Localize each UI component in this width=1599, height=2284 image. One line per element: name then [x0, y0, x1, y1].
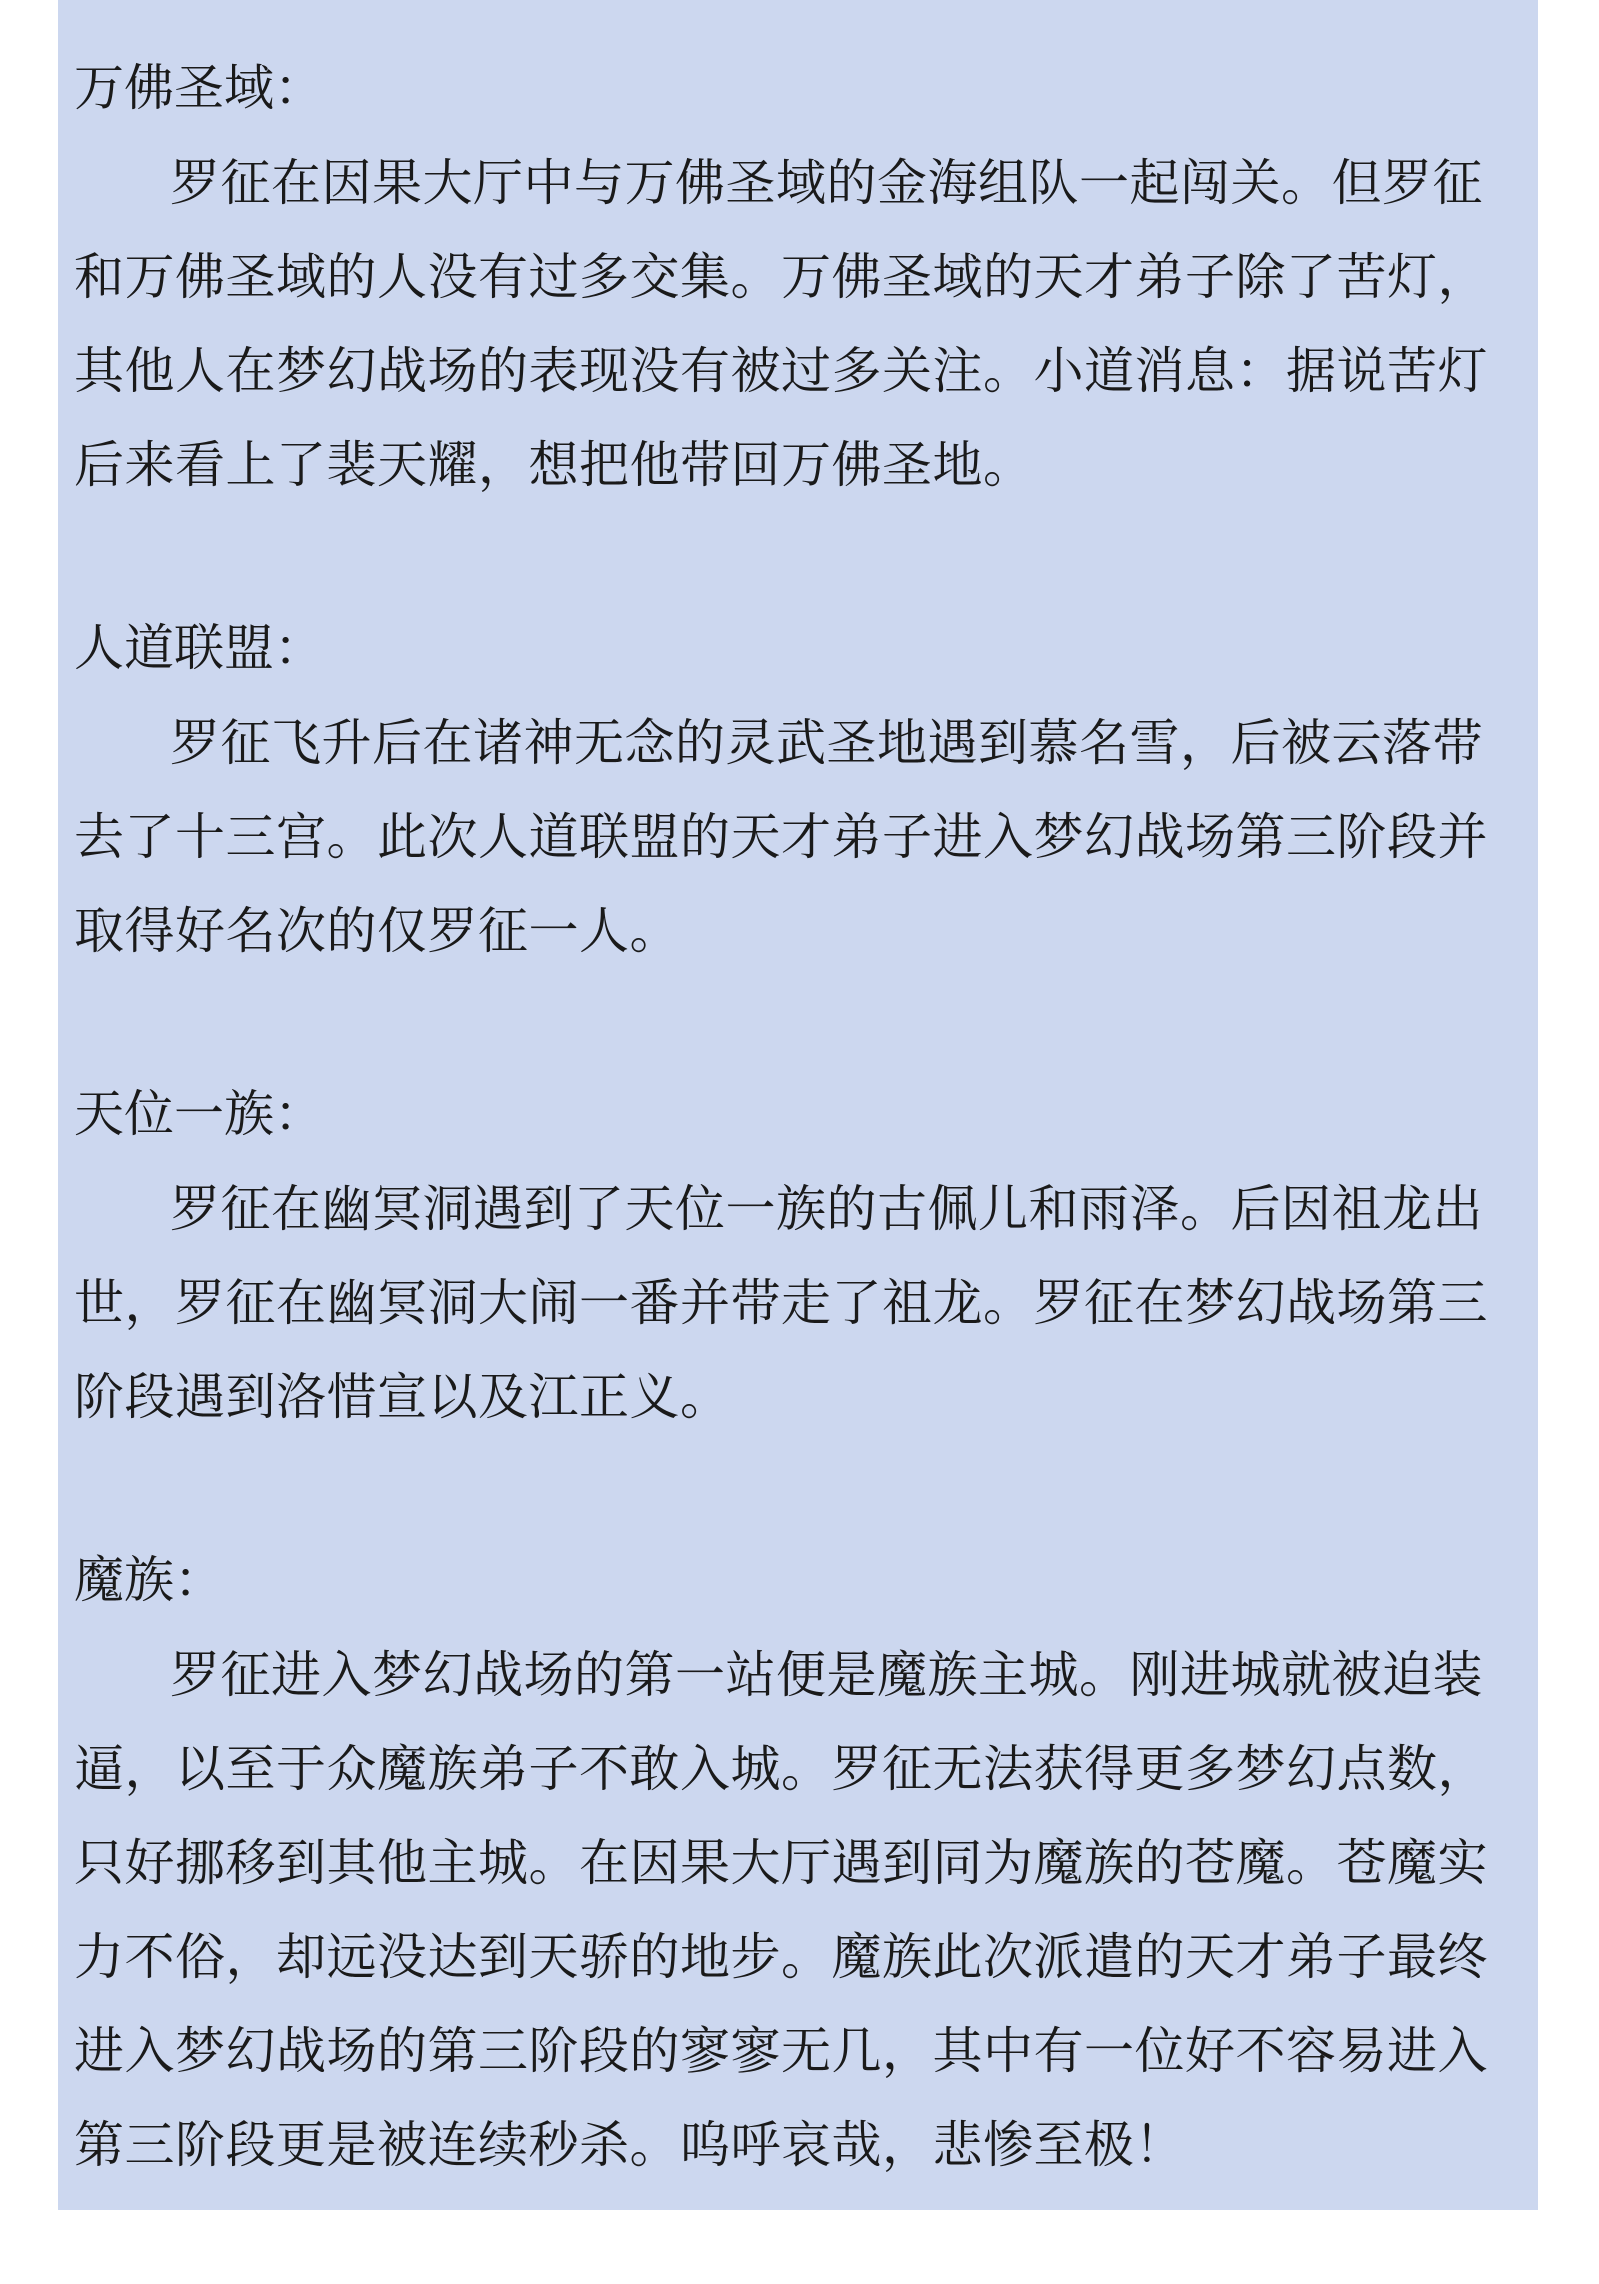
section-paragraph: [74, 136, 1524, 512]
paragraph-text: 罗征进入梦幻战场的第一站便是魔族主城。刚进城就被迫装逼，以至于众魔族弟子不敢入城。罗征无法获得更多梦幻点数，只好挪移到其他主城。在因果大厅遇到同为魔族的苍魔。苍魔实力不俗，却远没达到天骄的地步。魔族此次派遣的天才弟子最终进入梦幻战场的第三阶段的寥寥无几，其中有一位好不容易进入第三阶段更是被连续秒杀。呜呼哀哉，悲惨至极！: [74, 1646, 1488, 2174]
section-paragraph: [74, 1162, 1524, 1444]
document-page: [58, 0, 1538, 2210]
paragraph-text: 罗征飞升后在诸神无念的灵武圣地遇到慕名雪，后被云落带去了十三宫。此次人道联盟的天才弟子进入梦幻战场第三阶段并取得好名次的仅罗征一人。: [74, 714, 1488, 960]
section-tianwei: [74, 1066, 1538, 1444]
section-mozu: [74, 1532, 1538, 2192]
section-heading: 人道联盟：: [74, 619, 324, 677]
section-wanfo: [74, 40, 1538, 512]
paragraph-text: 罗征在幽冥洞遇到了天位一族的古佩儿和雨泽。后因祖龙出世，罗征在幽冥洞大闹一番并带走了祖龙。罗征在梦幻战场第三阶段遇到洛惜宣以及江正义。: [74, 1180, 1488, 1426]
section-heading: 天位一族：: [74, 1085, 324, 1143]
section-heading: 魔族：: [74, 1551, 224, 1609]
section-heading: 万佛圣域：: [74, 59, 324, 117]
paragraph-text: 罗征在因果大厅中与万佛圣域的金海组队一起闯关。但罗征和万佛圣域的人没有过多交集。万佛圣域的天才弟子除了苦灯，其他人在梦幻战场的表现没有被过多关注。小道消息：据说苦灯后来看上了裴天耀，想把他带回万佛圣地。: [74, 154, 1488, 494]
section-rendao: [74, 600, 1538, 978]
section-paragraph: [74, 1628, 1524, 2192]
section-paragraph: [74, 696, 1524, 978]
